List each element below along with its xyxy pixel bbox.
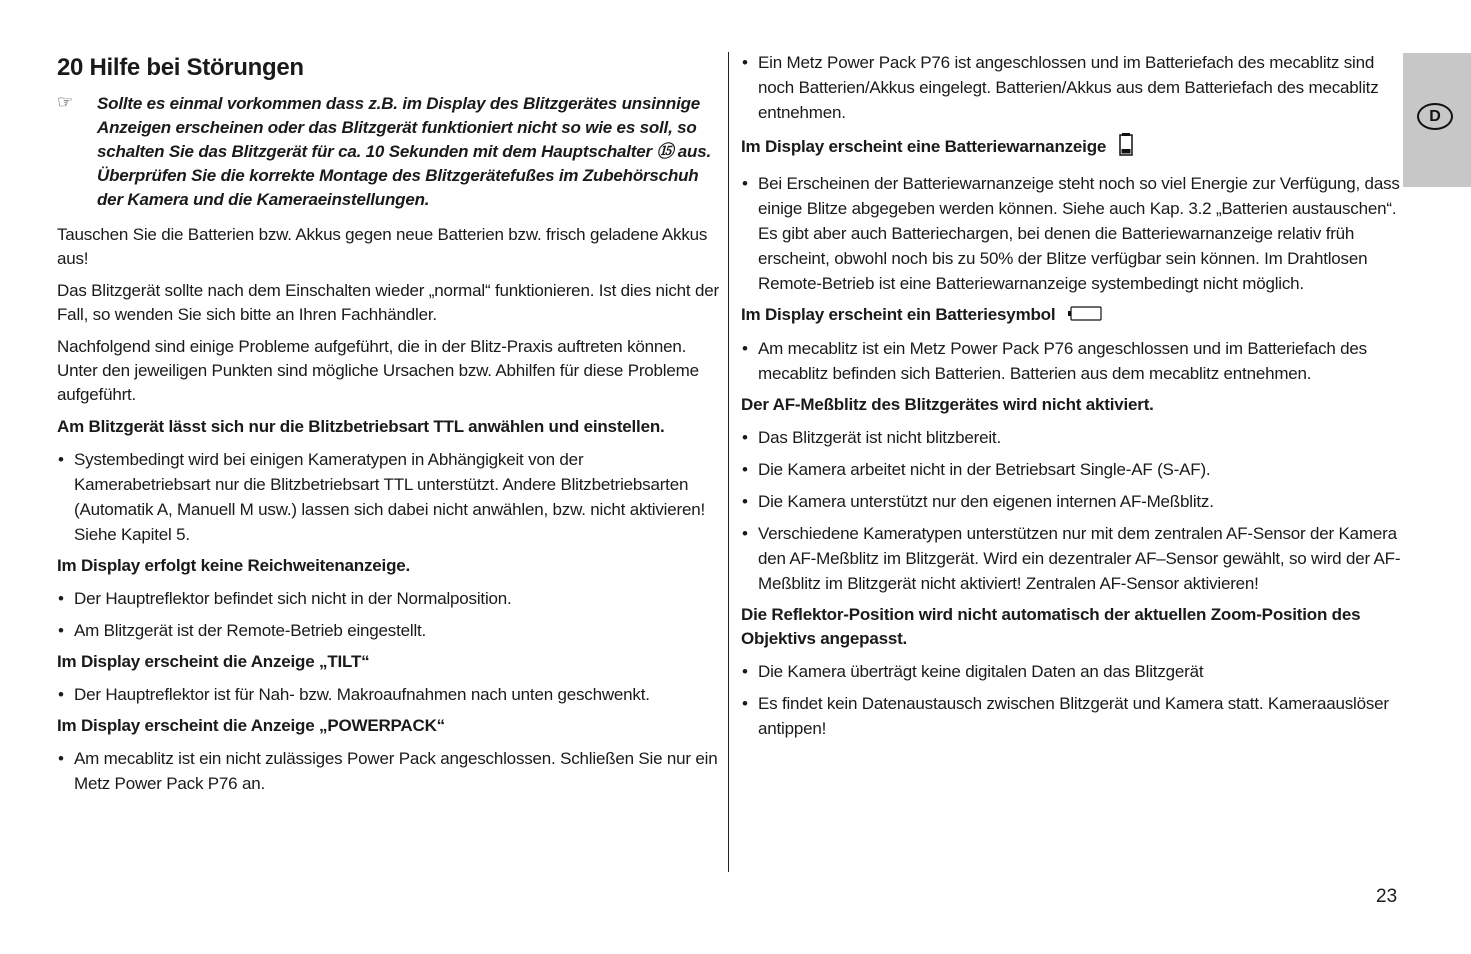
column-divider	[728, 52, 729, 872]
heading-ttl-only: Am Blitzgerät lässt sich nur die Blitzbetriebsart TTL anwählen und einstellen.	[57, 417, 665, 436]
pointing-hand-icon: ☞	[57, 92, 74, 112]
battery-warning-icon	[1119, 132, 1133, 163]
bullet-item: • Am mecablitz ist ein nicht zulässiges Power Pack angeschlossen. Schließen Sie nur ein Metz Power Pack P76 an.	[57, 746, 719, 796]
heading-reflector-position: Die Reflektor-Position wird nicht automatisch der aktuellen Zoom-Position des Objektivs angepasst.	[741, 604, 1361, 648]
bullet-item: • Die Kamera überträgt keine digitalen Daten an das Blitzgerät	[741, 659, 1401, 684]
heading-af-assist: Der AF-Meßblitz des Blitzgerätes wird nicht aktiviert.	[741, 394, 1154, 414]
heading-battery-symbol	[741, 303, 1401, 328]
paragraph-replace-batteries: Tauschen Sie die Batterien bzw. Akkus gegen neue Batterien bzw. frisch geladene Akkus aus!	[57, 225, 708, 268]
bullet-item: • Die Kamera arbeitet nicht in der Betriebsart Single-AF (S-AF).	[741, 457, 1401, 482]
bullet-item: • Systembedingt wird bei einigen Kameratypen in Abhängigkeit von der Kamerabetriebsart nur die Blitzbetriebsart TTL unterstützt. Andere Blitzbetriebsarten (Automatik A, Manuell M usw.) lassen sich dabei nicht anwählen, bzw. nicht aktivieren! Siehe Kapitel 5.	[57, 447, 719, 547]
bullet-item: • Der Hauptreflektor ist für Nah- bzw. Makroaufnahmen nach unten geschwenkt.	[57, 682, 719, 707]
heading-powerpack: Im Display erscheint die Anzeige „POWERPACK“	[57, 716, 445, 735]
bullet-item: • Ein Metz Power Pack P76 ist angeschlossen und im Batteriefach des mecablitz sind noch Batterien/Akkus eingelegt. Batterien/Akkus aus dem Batteriefach des mecablitz entnehmen.	[741, 50, 1401, 125]
paragraph-normal-function: Das Blitzgerät sollte nach dem Einschalten wieder „normal“ funktionieren. Ist dies nicht der Fall, so wenden Sie sich bitte an Ihren Fachhändler.	[57, 281, 719, 324]
note-block	[57, 92, 719, 212]
bullet-item: • Bei Erscheinen der Batteriewarnanzeige steht noch so viel Energie zur Verfügung, dass einige Blitze abgegeben werden können. Siehe auch Kap. 3.2 „Batterien austauschen“. Es gibt aber auch Batteriechargen, bei denen die Batteriewarnanzeige relativ früh erscheint, obwohl noch bis zu 50% der Blitze verfügbar sein können. Im Drahtlosen Remote-Betrieb ist eine Batteriewarnanzeige systembedingt nicht möglich.	[741, 171, 1401, 296]
bullet-item: • Verschiedene Kameratypen unterstützen nur mit dem zentralen AF-Sensor der Kamera den AF-Meßblitz im Blitzgerät. Wird ein dezentraler AF–Sensor gewählt, so wird der AF-Meßblitz im Blitzgerät nicht aktiviert! Zentralen AF-Sensor aktivieren!	[741, 521, 1401, 596]
heading-no-range: Im Display erfolgt keine Reichweitenanzeige.	[57, 556, 411, 575]
page-number: 23	[1376, 886, 1398, 907]
note-text: Sollte es einmal vorkommen dass z.B. im Display des Blitzgerätes unsinnige Anzeigen erscheinen oder das Blitzgerät funktioniert nicht so wie es soll, so schalten Sie das Blitzgerät für ca. 10 Sekunden mit dem Hauptschalter ⑮ aus. Überprüfen Sie die korrekte Montage des Blitzgerätefußes im Zubehörschuh der Kamera und die Kameraeinstellungen.	[97, 94, 711, 209]
bullet-item: • Am Blitzgerät ist der Remote-Betrieb eingestellt.	[57, 618, 719, 643]
language-badge: D	[1417, 103, 1453, 130]
bullet-item: • Am mecablitz ist ein Metz Power Pack P76 angeschlossen und im Batteriefach des mecablitz befinden sich Batterien. Batterien aus dem mecablitz entnehmen.	[741, 336, 1401, 386]
bullet-item: • Das Blitzgerät ist nicht blitzbereit.	[741, 425, 1401, 450]
bullet-item: • Der Hauptreflektor befindet sich nicht in der Normalposition.	[57, 586, 719, 611]
paragraph-problems-intro: Nachfolgend sind einige Probleme aufgeführt, die in der Blitz-Praxis auftreten können. Unter den jeweiligen Punkten sind mögliche Ursachen bzw. Abhilfen für diese Probleme aufgeführt.	[57, 337, 699, 404]
bullet-item: • Es findet kein Datenaustausch zwischen Blitzgerät und Kamera statt. Kameraauslöser antippen!	[741, 691, 1401, 741]
battery-symbol-icon	[1068, 304, 1102, 328]
heading-tilt: Im Display erscheint die Anzeige „TILT“	[57, 652, 370, 671]
heading-battery-warning-text: Im Display erscheint eine Batteriewarnanzeige	[741, 136, 1107, 156]
page-title: 20 Hilfe bei Störungen	[57, 54, 304, 81]
heading-battery-symbol-text: Im Display erscheint ein Batteriesymbol	[741, 305, 1056, 324]
heading-battery-warning	[741, 132, 1401, 163]
right-column	[741, 50, 1401, 748]
language-tab	[1403, 53, 1471, 187]
bullet-item: • Die Kamera unterstützt nur den eigenen internen AF-Meßblitz.	[741, 489, 1401, 514]
left-column	[57, 50, 719, 803]
